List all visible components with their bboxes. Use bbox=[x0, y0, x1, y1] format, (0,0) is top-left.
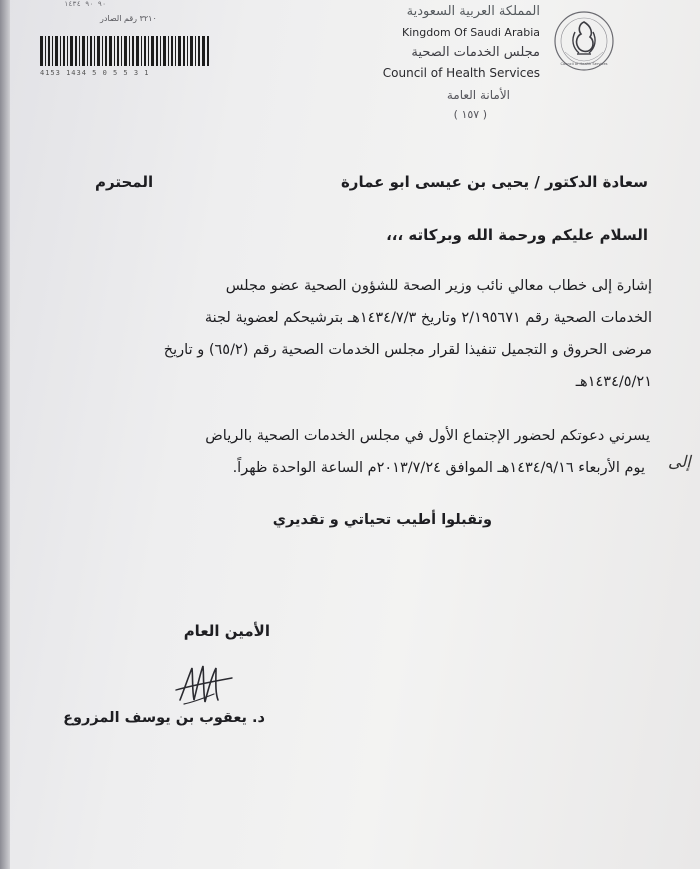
paragraph2-line: يسرني دعوتكم لحضور الإجتماع الأول في مجلس الخدمات الصحية بالرياض bbox=[205, 428, 650, 444]
council-name-arabic: مجلس الخدمات الصحية bbox=[411, 45, 540, 60]
greeting-line: السلام عليكم ورحمة الله وبركاته ،،، bbox=[386, 226, 648, 244]
signatory-title: الأمين العام bbox=[183, 622, 270, 640]
council-name-english: Council of Health Services bbox=[382, 66, 540, 80]
barcode-image bbox=[40, 36, 210, 66]
council-logo-icon bbox=[553, 10, 615, 72]
respected-label: المحترم bbox=[95, 173, 154, 191]
paragraph1-line: ١٤٣٤/٥/٢١هـ bbox=[575, 374, 652, 390]
department-name: الأمانة العامة bbox=[446, 88, 510, 102]
paragraph1-line: الخدمات الصحية رقم ٢/١٩٥٦٧١ وتاريخ ١٤٣٤/٧/٣هـ بترشيحكم لعضوية لجنة bbox=[204, 310, 652, 326]
signatory-name: د. يعقوب بن يوسف المزروع bbox=[63, 710, 265, 726]
paragraph1-line: إشارة إلى خطاب معالي نائب وزير الصحة للشؤون الصحية عضو مجلس bbox=[225, 278, 652, 294]
paragraph1-line: مرضى الحروق و التجميل تنفيذا لقرار مجلس الخدمات الصحية رقم (٦٥/٢) و تاريخ bbox=[163, 342, 652, 358]
reference-label: ٣٢١٠ رقم الصادر bbox=[100, 14, 157, 23]
department-number: ( ١٥٧ ) bbox=[453, 108, 487, 121]
barcode-number: 4153 1434 5 0 5 5 3 1 bbox=[40, 69, 150, 77]
recipient-salutation: سعادة الدكتور / يحيى بن عيسى ابو عمارة bbox=[340, 173, 648, 191]
org-name-arabic: المملكة العربية السعودية bbox=[406, 4, 540, 19]
margin-annotation: إلى bbox=[668, 452, 691, 471]
top-clip-text: ٩٠ ٩٠ ١٤٣٤ bbox=[64, 0, 107, 8]
logo-caption: Council of Health Services bbox=[560, 62, 608, 66]
paragraph2-line: يوم الأربعاء ١٤٣٤/٩/١٦هـ الموافق ٢٠١٣/٧/٢٤م الساعة الواحدة ظهراً. bbox=[232, 460, 645, 476]
handwritten-signature bbox=[170, 660, 240, 708]
org-name-english: Kingdom Of Saudi Arabia bbox=[402, 26, 540, 39]
closing-line: وتقبلوا أطيب تحياتي و تقديري bbox=[272, 512, 492, 528]
